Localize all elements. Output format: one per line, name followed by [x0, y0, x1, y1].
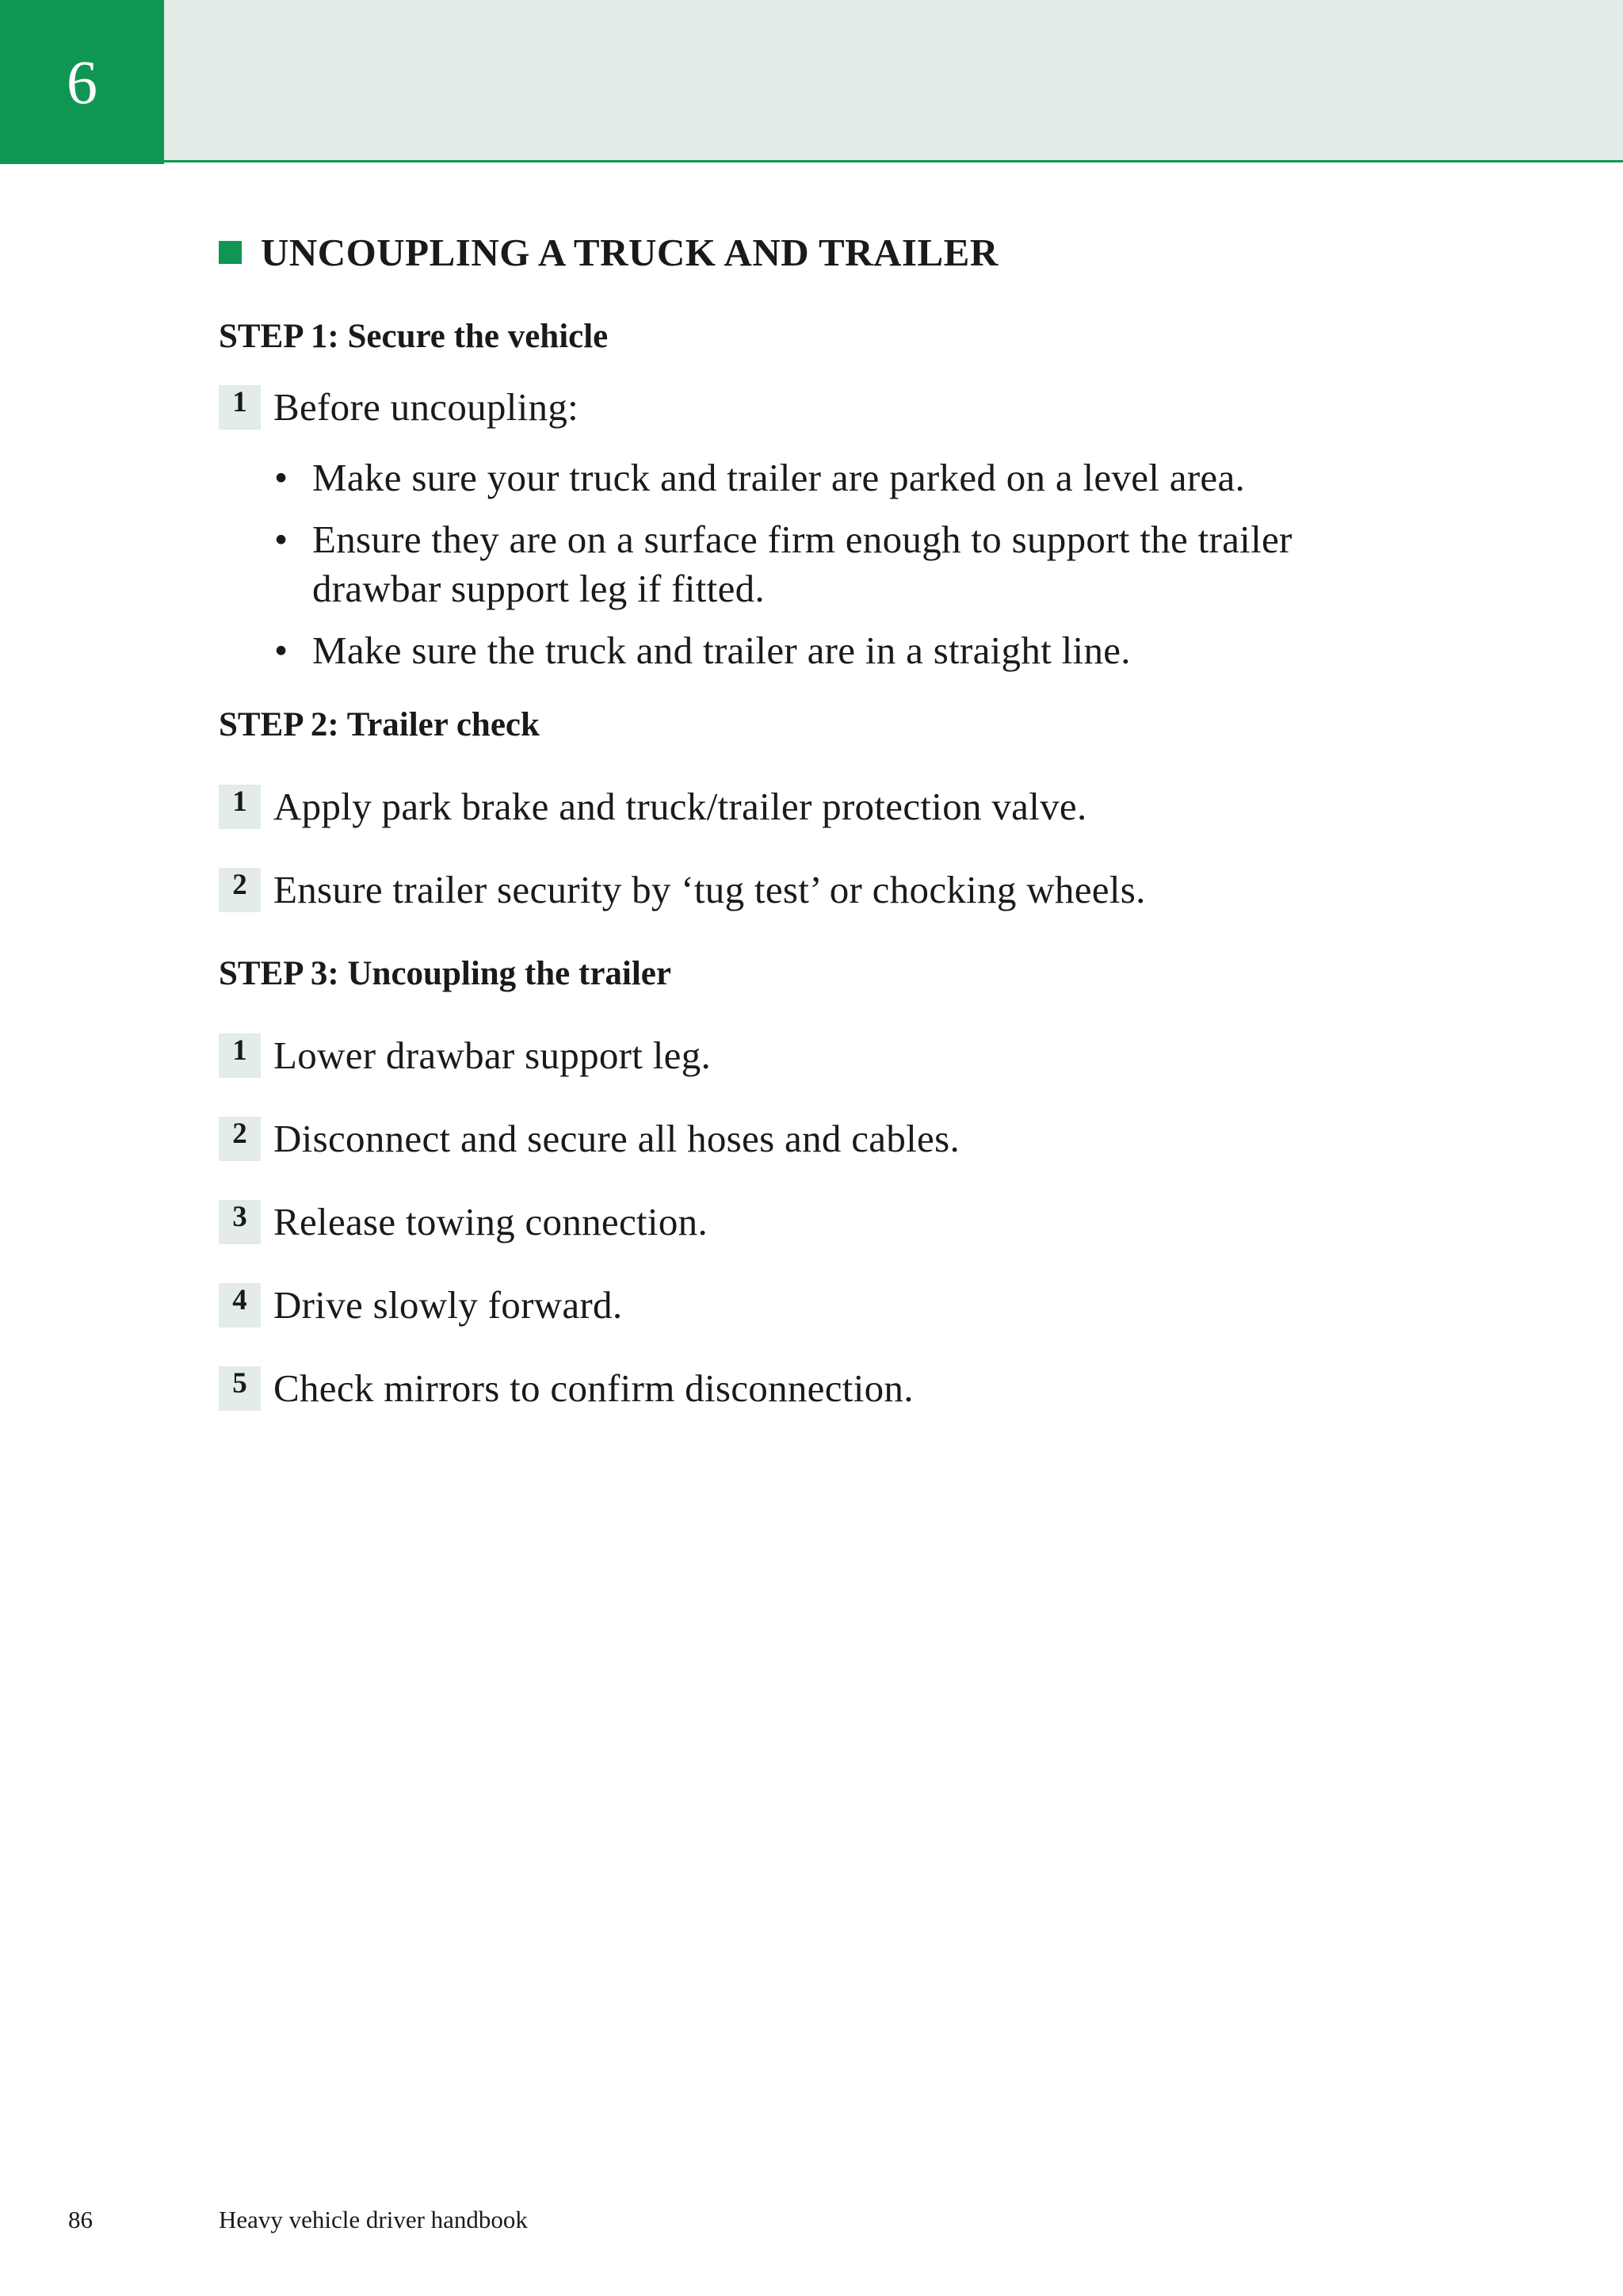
step-item-text: Lower drawbar support leg. — [273, 1033, 712, 1077]
page-number: 86 — [68, 2206, 93, 2233]
step-number-badge: 1 — [219, 785, 261, 829]
step3-item-4 — [219, 1283, 622, 1331]
step-item-text: Drive slowly forward. — [273, 1283, 623, 1327]
step2-item-2 — [219, 868, 1146, 915]
step3-heading: STEP 3: Uncoupling the trailer — [219, 955, 671, 992]
bullet-dot-icon: • — [274, 456, 288, 499]
bullet-item — [274, 515, 1423, 613]
step-item-text: Apply park brake and truck/trailer protection valve. — [273, 785, 1087, 828]
chapter-tab — [0, 0, 164, 164]
step-number-badge: 1 — [219, 385, 261, 430]
step-number-badge: 1 — [219, 1033, 261, 1078]
bullet-dot-icon: • — [274, 518, 288, 561]
step1-heading: STEP 1: Secure the vehicle — [219, 318, 609, 355]
step-item-text: Check mirrors to confirm disconnection. — [273, 1366, 914, 1410]
footer-book-title: Heavy vehicle driver handbook — [219, 2206, 528, 2233]
bullet-text: Make sure your truck and trailer are parked on a level area. — [312, 456, 1246, 499]
step-number-badge: 4 — [219, 1283, 261, 1328]
step-number-badge: 5 — [219, 1366, 261, 1411]
step-item-text: Ensure trailer security by ‘tug test’ or chocking wheels. — [273, 868, 1146, 911]
step1-bullet-list — [274, 453, 1423, 688]
step-item-text: Release towing connection. — [273, 1200, 708, 1244]
step3-item-2 — [219, 1117, 960, 1164]
step-number-badge: 2 — [219, 868, 261, 912]
bullet-dot-icon: • — [274, 628, 288, 672]
step-item-text: Before uncoupling: — [273, 385, 579, 429]
chapter-number: 6 — [67, 47, 97, 117]
step2-item-1 — [219, 785, 1087, 832]
step-item-text: Disconnect and secure all hoses and cables. — [273, 1117, 960, 1160]
bullet-item — [274, 626, 1423, 675]
bullet-item — [274, 453, 1423, 502]
step1-item-1 — [219, 385, 579, 433]
section-title-text: UNCOUPLING A TRUCK AND TRAILER — [261, 231, 999, 274]
step3-item-1 — [219, 1033, 711, 1081]
bullet-text: Make sure the truck and trailer are in a straight line. — [312, 628, 1131, 672]
step2-heading: STEP 2: Trailer check — [219, 706, 540, 743]
step-number-badge: 3 — [219, 1200, 261, 1244]
header-band — [0, 0, 1623, 162]
step3-item-3 — [219, 1200, 708, 1247]
step-number-badge: 2 — [219, 1117, 261, 1161]
step3-item-5 — [219, 1366, 914, 1414]
bullet-text: Ensure they are on a surface firm enough to support the trailer drawbar support leg if fitted. — [312, 518, 1293, 610]
square-bullet-icon — [219, 241, 242, 264]
section-title — [219, 230, 999, 275]
